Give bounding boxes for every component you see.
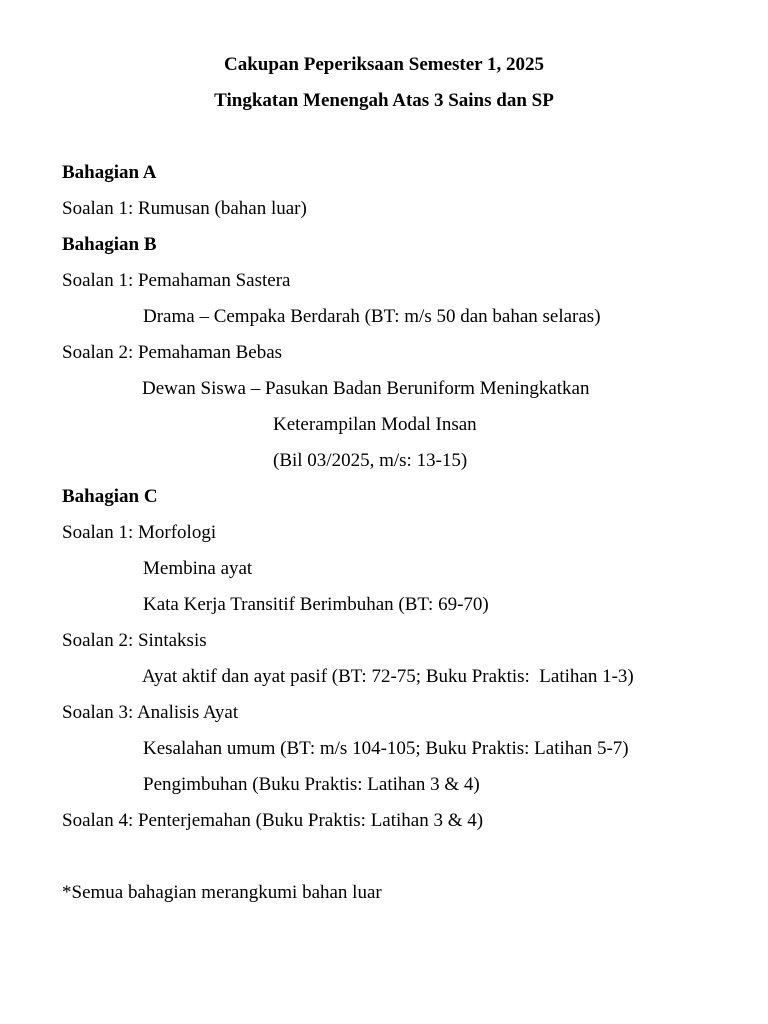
section-c-question-3: Soalan 3: Analisis Ayat (62, 702, 239, 723)
section-c-question-2-item: Ayat aktif dan ayat pasif (BT: 72-75; Buku Praktis: Latihan 1-3) (142, 666, 634, 687)
section-c-question-1-item-2: Kata Kerja Transitif Berimbuhan (BT: 69-70) (143, 594, 489, 615)
section-c-question-1: Soalan 1: Morfologi (62, 522, 217, 543)
section-b-question-2-item-continuation: Keterampilan Modal Insan (273, 414, 477, 435)
section-a-question-1: Soalan 1: Rumusan (bahan luar) (62, 198, 307, 219)
section-b-question-1: Soalan 1: Pemahaman Sastera (62, 270, 291, 291)
document-subtitle: Tingkatan Menengah Atas 3 Sains dan SP (214, 90, 554, 111)
section-c-heading: Bahagian C (62, 486, 158, 507)
section-c-question-3-item-2: Pengimbuhan (Buku Praktis: Latihan 3 & 4) (143, 774, 480, 795)
section-b-question-2-item: Dewan Siswa – Pasukan Badan Beruniform Meningkatkan (142, 378, 590, 399)
section-c-question-2: Soalan 2: Sintaksis (62, 630, 207, 651)
section-b-heading: Bahagian B (62, 234, 157, 255)
section-c-question-3-item-1: Kesalahan umum (BT: m/s 104-105; Buku Praktis: Latihan 5-7) (143, 738, 629, 759)
section-c-question-1-item-1: Membina ayat (143, 558, 253, 579)
section-b-question-2-reference: (Bil 03/2025, m/s: 13-15) (273, 450, 468, 471)
document-title: Cakupan Peperiksaan Semester 1, 2025 (223, 54, 545, 75)
section-b-question-2: Soalan 2: Pemahaman Bebas (62, 342, 283, 363)
section-b-question-1-item: Drama – Cempaka Berdarah (BT: m/s 50 dan bahan selaras) (143, 306, 601, 327)
footnote: *Semua bahagian merangkumi bahan luar (62, 882, 382, 903)
section-c-question-4: Soalan 4: Penterjemahan (Buku Praktis: Latihan 3 & 4) (62, 810, 484, 831)
section-a-heading: Bahagian A (62, 162, 157, 183)
